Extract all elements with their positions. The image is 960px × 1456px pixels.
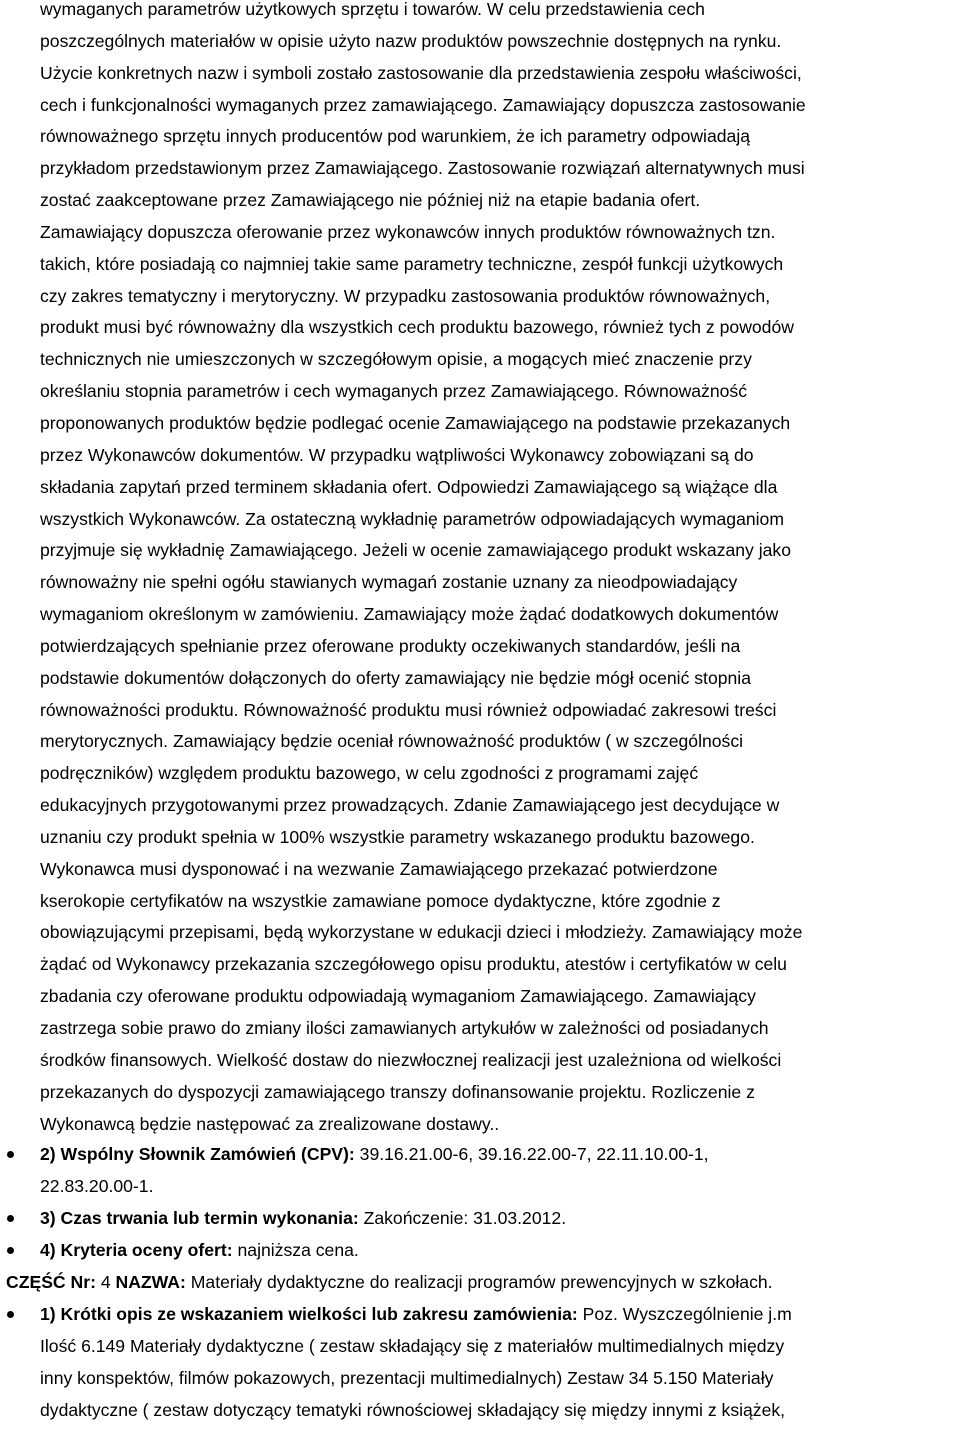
paragraph-line: przyjmuje się wykładnię Zamawiającego. Jeżeli w ocenie zamawiającego produkt wskazany jako bbox=[40, 540, 792, 561]
main-paragraph bbox=[40, 0, 945, 1140]
paragraph-line: składania zapytań przed terminem składania ofert. Odpowiedzi Zamawiającego są wiążące dla bbox=[40, 476, 778, 497]
paragraph-line: wszystkich Wykonawców. Za ostateczną wykładnię parametrów odpowiadających wymaganiom bbox=[40, 508, 784, 529]
paragraph-line: wymaganiom określonym w zamówieniu. Zamawiający może żądać dodatkowych dokumentów bbox=[40, 604, 779, 625]
paragraph-line: merytorycznych. Zamawiający będzie oceniał równoważność produktów ( w szczególności bbox=[40, 731, 744, 752]
paragraph-line: czy zakres tematyczny i merytoryczny. W przypadku zastosowania produktów równoważnych, bbox=[40, 285, 771, 306]
paragraph-line: edukacyjnych przygotowanymi przez prowadzących. Zdanie Zamawiającego jest decydujące w bbox=[40, 795, 780, 816]
criteria-label: 4) Kryteria oceny ofert: bbox=[40, 1239, 233, 1260]
paragraph-line: podstawie dokumentów dołączonych do oferty zamawiający nie będzie mógł ocenić stopnia bbox=[40, 667, 751, 688]
cpv-value-continued: 22.83.20.00-1. bbox=[40, 1175, 154, 1196]
duration-value: Zakończenie: 31.03.2012. bbox=[358, 1207, 567, 1228]
section-heading bbox=[6, 1267, 773, 1299]
section-number: 4 bbox=[95, 1272, 116, 1292]
paragraph-line: Wykonawca musi dysponować i na wezwanie Zamawiającego przekazać potwierdzone bbox=[40, 858, 718, 879]
paragraph-line: przekazanych do dyspozycji zamawiającego transzy dofinansowanie projektu. Rozliczenie z bbox=[40, 1081, 755, 1102]
paragraph-line: zbadania czy oferowane produktu odpowiadają wymaganiom Zamawiającego. Zamawiający bbox=[40, 986, 756, 1007]
criteria-value: najniższa cena. bbox=[232, 1239, 359, 1260]
bullet-icon bbox=[7, 1151, 14, 1158]
paragraph-line: określaniu stopnia parametrów i cech wymaganych przez Zamawiającego. Równoważność bbox=[40, 381, 748, 402]
section-part-label: CZĘŚĆ Nr: bbox=[6, 1272, 96, 1292]
paragraph-line: żądać od Wykonawcy przekazania szczegółowego opisu produktu, atestów i certyfikatów w celu bbox=[40, 954, 787, 975]
duration-label: 3) Czas trwania lub termin wykonania: bbox=[40, 1207, 359, 1228]
paragraph-line: technicznych nie umieszczonych w szczegółowym opisie, a mogących mieć znaczenie przy bbox=[40, 349, 752, 370]
paragraph-line: przykładom przedstawionym przez Zamawiającego. Zastosowanie rozwiązań alternatywnych musi bbox=[40, 158, 805, 179]
description-line: inny konspektów, filmów pokazowych, prezentacji multimedialnych) Zestaw 34 5.150 Materiały bbox=[40, 1367, 774, 1388]
paragraph-line: kserokopie certyfikatów na wszystkie zamawiane pomoce dydaktyczne, które zgodnie z bbox=[40, 890, 721, 911]
paragraph-line: obowiązującymi przepisami, będą wykorzystane w edukacji dzieci i młodzieży. Zamawiający może bbox=[40, 922, 803, 943]
paragraph-line: Użycie konkretnych nazw i symboli zostało zastosowanie dla przedstawienia zespołu właściwości, bbox=[40, 62, 802, 83]
description-value: Poz. Wyszczególnienie j.m bbox=[577, 1304, 792, 1324]
paragraph-line: Zamawiający dopuszcza oferowanie przez wykonawców innych produktów równoważnych tzn. bbox=[40, 221, 776, 242]
paragraph-line: zostać zaakceptowane przez Zamawiającego nie później niż na etapie badania ofert. bbox=[40, 190, 701, 211]
order-details-list bbox=[0, 1139, 960, 1266]
paragraph-line: wymaganych parametrów użytkowych sprzętu i towarów. W celu przedstawienia cech bbox=[40, 0, 705, 19]
bullet-icon bbox=[7, 1247, 14, 1254]
list-item-description bbox=[0, 1299, 960, 1426]
cpv-label: 2) Wspólny Słownik Zamówień (CPV): bbox=[40, 1144, 355, 1164]
paragraph-line: produkt musi być równoważny dla wszystkich cech produktu bazowego, również tych z powodów bbox=[40, 317, 794, 338]
paragraph-line: równoważny nie spełni ogółu stawianych wymagań zostanie uznany za nieodpowiadający bbox=[40, 572, 738, 593]
paragraph-line: środków finansowych. Wielkość dostaw do niezwłocznej realizacji jest uzależniona od wielkości bbox=[40, 1049, 782, 1070]
paragraph-line: zastrzega sobie prawo do zmiany ilości zamawianych artykułów w zależności od posiadanych bbox=[40, 1018, 769, 1038]
paragraph-line: podręczników) względem produktu bazowego, w celu zgodności z programami zajęć bbox=[40, 763, 699, 784]
paragraph-line: równoważności produktu. Równoważność produktu musi również odpowiadać zakresowi treści bbox=[40, 699, 777, 720]
description-line: Ilość 6.149 Materiały dydaktyczne ( zestaw składający się z materiałów multimedialnych między bbox=[40, 1335, 785, 1356]
list-item-criteria bbox=[0, 1235, 960, 1267]
paragraph-line: uznaniu czy produkt spełnia w 100% wszystkie parametry wskazanego produktu bazowego. bbox=[40, 826, 755, 847]
section-name-value: Materiały dydaktyczne do realizacji programów prewencyjnych w szkołach. bbox=[185, 1272, 773, 1292]
paragraph-line: potwierdzających spełnianie przez oferowane produkty oczekiwanych standardów, jeśli na bbox=[40, 635, 741, 656]
paragraph-line: Wykonawcą będzie następować za zrealizowane dostawy.. bbox=[40, 1113, 500, 1134]
bullet-icon bbox=[7, 1311, 14, 1318]
list-item-duration bbox=[0, 1203, 960, 1235]
paragraph-line: takich, które posiadają co najmniej takie same parametry techniczne, zespół funkcji użytkowych bbox=[40, 253, 784, 274]
paragraph-line: przez Wykonawców dokumentów. W przypadku wątpliwości Wykonawcy zobowiązani są do bbox=[40, 444, 754, 465]
section-details-list bbox=[0, 1299, 960, 1426]
description-line: dydaktyczne ( zestaw dotyczący tematyki równościowej składający się między innymi z książek, bbox=[40, 1399, 786, 1420]
section-name-label: NAZWA: bbox=[115, 1272, 186, 1292]
bullet-icon bbox=[7, 1215, 14, 1222]
paragraph-line: równoważnego sprzętu innych producentów pod warunkiem, że ich parametry odpowiadają bbox=[40, 126, 751, 147]
paragraph-line: poszczególnych materiałów w opisie użyto nazw produktów powszechnie dostępnych na rynku. bbox=[40, 30, 782, 51]
description-label: 1) Krótki opis ze wskazaniem wielkości lub zakresu zamówienia: bbox=[40, 1304, 578, 1324]
cpv-value: 39.16.21.00-6, 39.16.22.00-7, 22.11.10.00-1, bbox=[354, 1144, 709, 1164]
paragraph-line: cech i funkcjonalności wymaganych przez zamawiającego. Zamawiający dopuszcza zastosowanie bbox=[40, 94, 806, 115]
paragraph-line: proponowanych produktów będzie podlegać ocenie Zamawiającego na podstawie przekazanych bbox=[40, 412, 791, 433]
list-item-cpv bbox=[0, 1139, 960, 1203]
